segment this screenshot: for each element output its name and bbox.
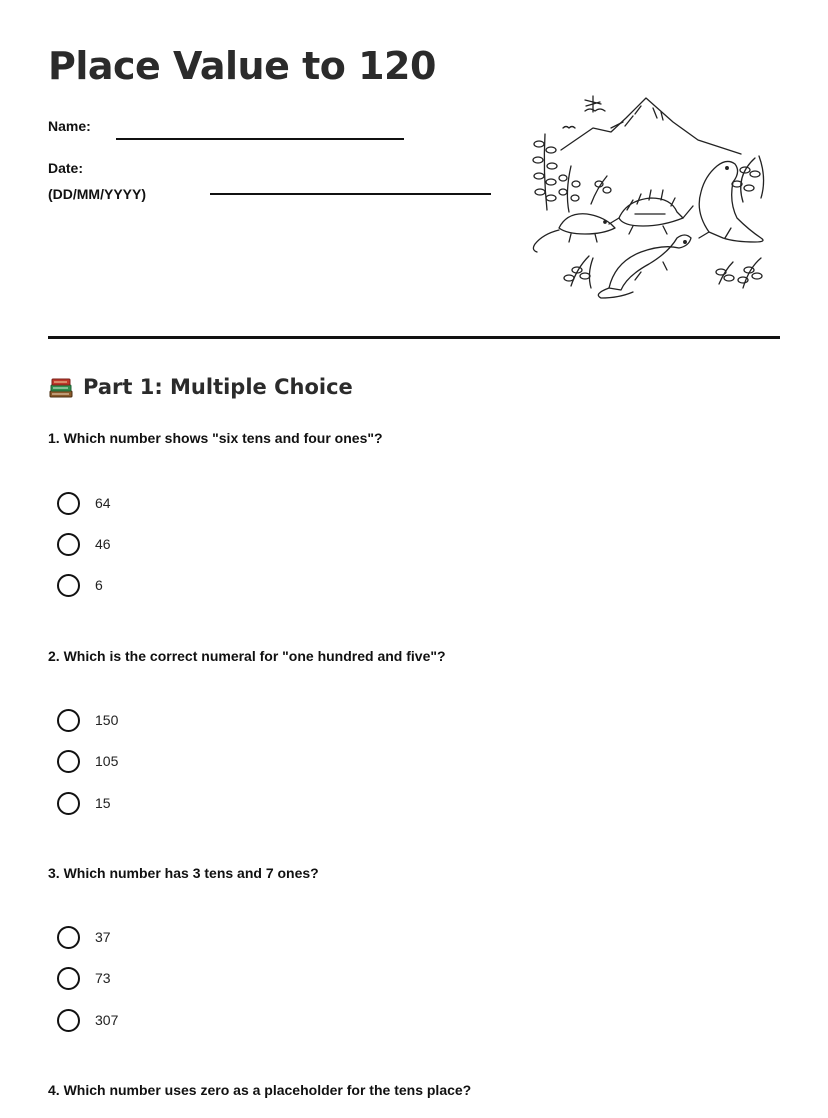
option-label: 150 [95,712,119,728]
books-icon [48,374,74,400]
name-field[interactable] [116,138,404,140]
q2-option-3[interactable] [57,790,111,816]
radio-button[interactable] [57,574,80,597]
q1-option-3[interactable] [57,572,103,598]
question-2: 2. Which is the correct numeral for "one hundred and five"? [48,648,446,664]
q3-option-1[interactable] [57,924,111,950]
radio-button[interactable] [57,492,80,515]
option-label: 64 [95,495,111,511]
radio-button[interactable] [57,792,80,815]
option-label: 105 [95,753,119,769]
option-label: 307 [95,1012,119,1028]
option-label: 6 [95,577,103,593]
page-title: Place Value to 120 [48,44,436,88]
q1-option-2[interactable] [57,531,111,557]
option-label: 73 [95,970,111,986]
radio-button[interactable] [57,926,80,949]
option-label: 15 [95,795,111,811]
radio-button[interactable] [57,750,80,773]
date-label: Date: [48,160,84,176]
q1-option-1[interactable] [57,490,111,516]
name-label: Name: [48,118,91,134]
section-title: Part 1: Multiple Choice [83,375,353,399]
q2-option-1[interactable] [57,707,118,733]
question-4: 4. Which number uses zero as a placeholder for the tens place? [48,1082,472,1098]
date-field[interactable] [210,193,491,195]
radio-button[interactable] [57,709,80,732]
radio-button[interactable] [57,967,80,990]
radio-button[interactable] [57,533,80,556]
section-heading [48,374,353,400]
section-divider [48,336,780,339]
date-format-hint: (DD/MM/YYYY) [48,186,146,202]
option-label: 37 [95,929,111,945]
option-label: 46 [95,536,111,552]
q3-option-3[interactable] [57,1007,118,1033]
q3-option-2[interactable] [57,965,111,991]
animals-illustration [523,92,775,302]
question-3: 3. Which number has 3 tens and 7 ones? [48,865,319,881]
question-1: 1. Which number shows "six tens and four ones"? [48,430,383,446]
radio-button[interactable] [57,1009,80,1032]
q2-option-2[interactable] [57,748,118,774]
